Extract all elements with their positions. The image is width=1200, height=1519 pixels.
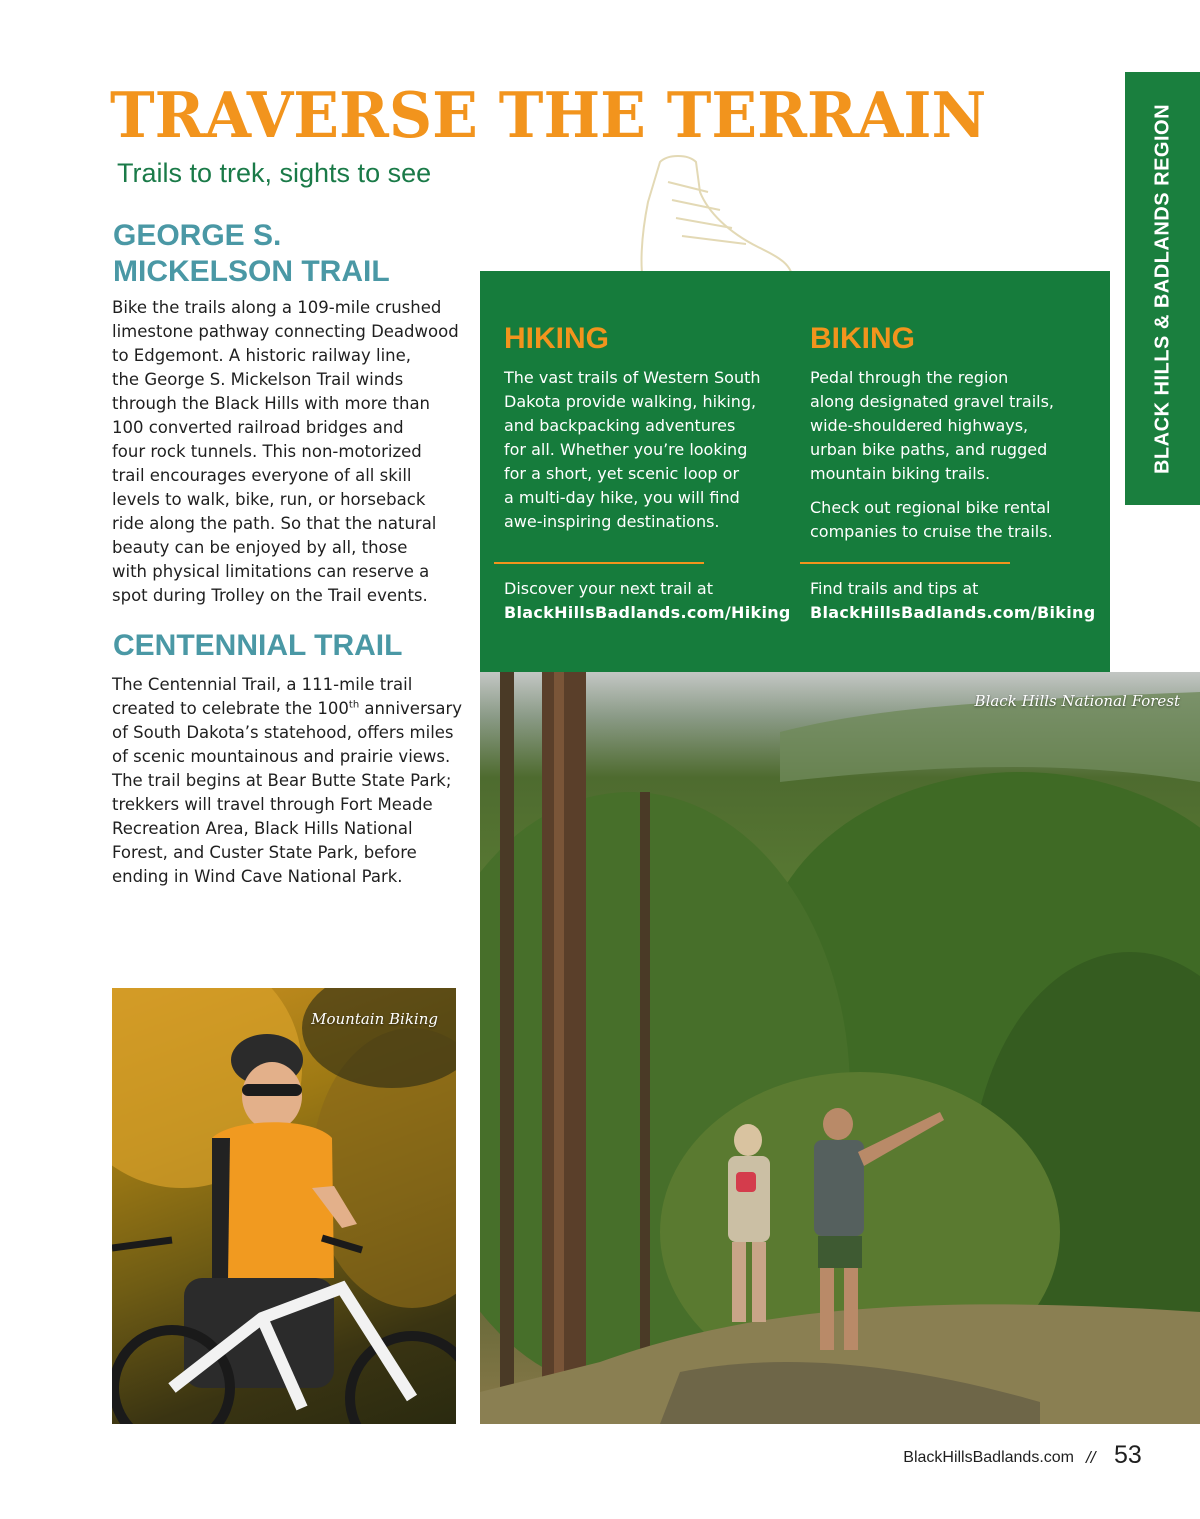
activities-panel <box>480 271 1110 672</box>
mickelson-body: Bike the trails along a 109-mile crushed limestone pathway connecting Deadwood to Edgemont. A historic railway line, the George S. Mickelson Trail winds through the Black Hills with more than 100 converted railroad bridges and four rock tunnels. This non-motorized trail encourages everyone of all skill levels to walk, bike, run, or horseback ride along the path. So that the natural beauty can be enjoyed by all, those with physical limitations can reserve a spot during Trolley on the Trail events. <box>112 298 459 605</box>
mickelson-heading: GEORGE S. MICKELSON TRAIL <box>113 219 390 288</box>
centennial-body <box>112 673 474 889</box>
forest-scene <box>480 672 1200 1424</box>
biker-scene <box>112 988 456 1424</box>
centennial-body-part1: The Centennial Trail, a 111-mile trail created to celebrate the 100 <box>112 675 413 718</box>
hiking-link[interactable]: BlackHillsBadlands.com/Hiking <box>504 603 791 622</box>
footer-site-url[interactable]: BlackHillsBadlands.com <box>903 1449 1074 1466</box>
region-side-tab <box>1125 72 1200 505</box>
centennial-heading: CENTENNIAL TRAIL <box>113 629 403 662</box>
biking-heading: BIKING <box>810 322 915 355</box>
forest-photo <box>480 672 1200 1424</box>
biking-divider <box>800 562 1010 564</box>
hiking-body: The vast trails of Western South Dakota provide walking, hiking, and backpacking adventures for all. Whether you’re looking for a short, yet scenic loop or a multi-day hike, you will find awe-inspiring destinations. <box>504 368 761 531</box>
page-number: 53 <box>1114 1441 1142 1469</box>
mountain-biking-photo <box>112 988 456 1424</box>
hiking-cta: Discover your next trail at <box>504 579 713 598</box>
biking-body: Pedal through the region along designated gravel trails, wide-shouldered highways, urban bike paths, and rugged mountain biking trails. <box>810 368 1055 483</box>
forest-photo-caption: Black Hills National Forest <box>974 692 1180 710</box>
biking-body-rentals: Check out regional bike rental companies to cruise the trails. <box>810 498 1053 541</box>
centennial-body-part2: anniversary of South Dakota’s statehood, offers miles of scenic mountainous and prairie views. The trail begins at Bear Butte State Park; trekkers will travel through Fort Meade Recreation Area, Black Hills National Forest, and Custer State Park, before ending in Wind Cave National Park. <box>112 699 462 886</box>
biking-photo-caption: Mountain Biking <box>311 1010 438 1028</box>
footer-separator: // <box>1086 1448 1096 1467</box>
hiking-heading: HIKING <box>504 322 609 355</box>
page-subtitle: Trails to trek, sights to see <box>117 158 432 188</box>
centennial-body-sup: th <box>348 699 360 711</box>
biking-link[interactable]: BlackHillsBadlands.com/Biking <box>810 603 1096 622</box>
biking-cta: Find trails and tips at <box>810 579 979 598</box>
page-title: TRAVERSE THE TERRAIN <box>110 79 987 153</box>
region-side-tab-label: BLACK HILLS & BADLANDS REGION <box>1151 103 1173 474</box>
hiking-divider <box>494 562 704 564</box>
